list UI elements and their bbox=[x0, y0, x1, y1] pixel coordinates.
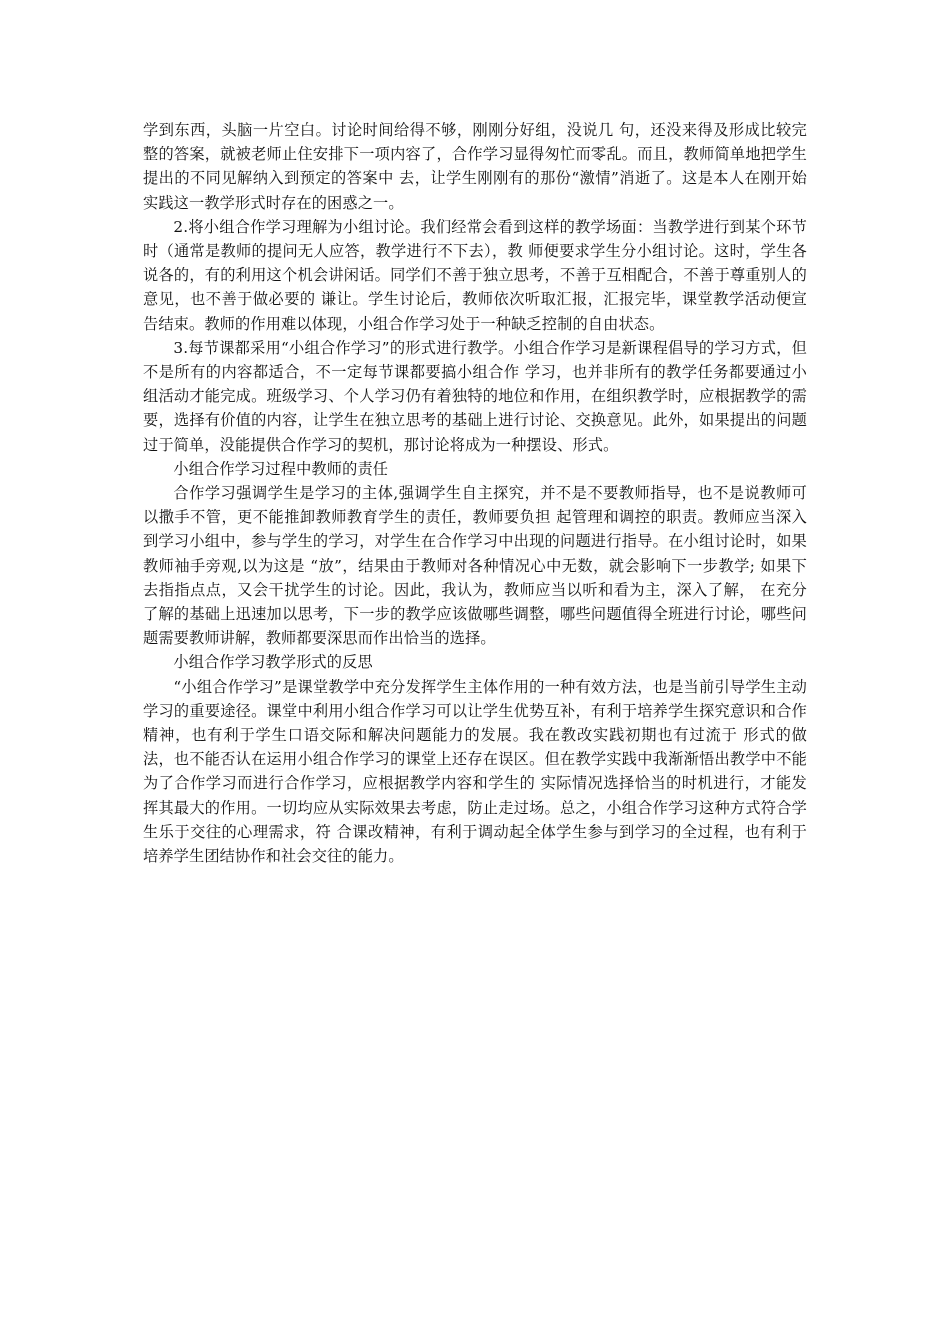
section-body-reflection: “小组合作学习”是课堂教学中充分发挥学生主体作用的一种有效方法，也是当前引导学生主动学习的重要途径。课堂中利用小组合作学习可以让学生优势互补，有利于培养学生探究意识和合作精神，也有利于学生口语交际和解决问题能力的发展。我在教改实践初期也有过流于 形式的做法，也不能否认在运用小组合作学习的课堂上还存在误区。但在教学实践中我渐渐悟出教学中不能为了合作学习而进行合作学习，应根据教学内容和学生的 实际情况选择恰当的时机进行，才能发挥其最大的作用。一切均应从实际效果去考虑，防止走过场。总之，小组合作学习这种方式符合学生乐于交往的心理需求，符 合课改精神，有利于调动起全体学生参与到学习的全过程，也有利于培养学生团结协作和社会交往的能力。 bbox=[143, 677, 807, 866]
paragraph-point-2: 2.将小组合作学习理解为小组讨论。我们经常会看到这样的教学场面：当教学进行到某个环节时（通常是教师的提问无人应答，教学进行不下去），教 师便要求学生分小组讨论。这时，学生各说各的，有的利用这个机会讲闲话。同学们不善于独立思考，不善于互相配合，不善于尊重别人的意见，也不善于做必要的 谦让。学生讨论后，教师依次听取汇报，汇报完毕，课堂教学活动便宣告结束。教师的作用难以体现，小组合作学习处于一种缺乏控制的自由状态。 bbox=[143, 217, 807, 333]
section-body-teacher-responsibility: 合作学习强调学生是学习的主体,强调学生自主探究，并不是不要教师指导，也不是说教师可以撒手不管，更不能推卸教师教育学生的责任，教师要负担 起管理和调控的职责。教师应当深入到学习小组中，参与学生的学习，对学生在合作学习中出现的问题进行指导。在小组讨论时，如果教师袖手旁观,以为这是 “放”，结果由于教师对各种情况心中无数，就会影响下一步教学; 如果下去指指点点，又会干扰学生的讨论。因此，我认为，教师应当以听和看为主，深入了解， 在充分了解的基础上迅速加以思考，下一步的教学应该做哪些调整，哪些问题值得全班进行讨论，哪些问题需要教师讲解，教师都要深思而作出恰当的选择。 bbox=[143, 484, 807, 648]
section-heading-teacher-responsibility: 小组合作学习过程中教师的责任 bbox=[173, 459, 389, 478]
section-heading-reflection: 小组合作学习教学形式的反思 bbox=[173, 653, 373, 672]
paragraph-point-3: 3.每节课都采用“小组合作学习”的形式进行教学。小组合作学习是新课程倡导的学习方式，但不是所有的内容都适合，不一定每节课都要搞小组合作 学习，也并非所有的教学任务都要通过小组活动才能完成。班级学习、个人学习仍有着独特的地位和作用，在组织教学时，应根据教学的需要，选择有价值的内容，让学生在独立思考的基础上进行讨论、交换意见。此外，如果提出的问题过于简单，没能提供合作学习的契机，那讨论将成为一种摆设、形式。 bbox=[143, 338, 807, 454]
document-body bbox=[143, 118, 807, 868]
paragraph-continuation: 学到东西，头脑一片空白。讨论时间给得不够，刚刚分好组，没说几 句，还没来得及形成比较完整的答案，就被老师止住安排下一项内容了，合作学习显得匆忙而零乱。而且，教师简单地把学生提出的不同见解纳入到预定的答案中 去，让学生刚刚有的那份“激情”消逝了。这是本人在刚开始实践这一教学形式时存在的困惑之一。 bbox=[143, 121, 807, 212]
